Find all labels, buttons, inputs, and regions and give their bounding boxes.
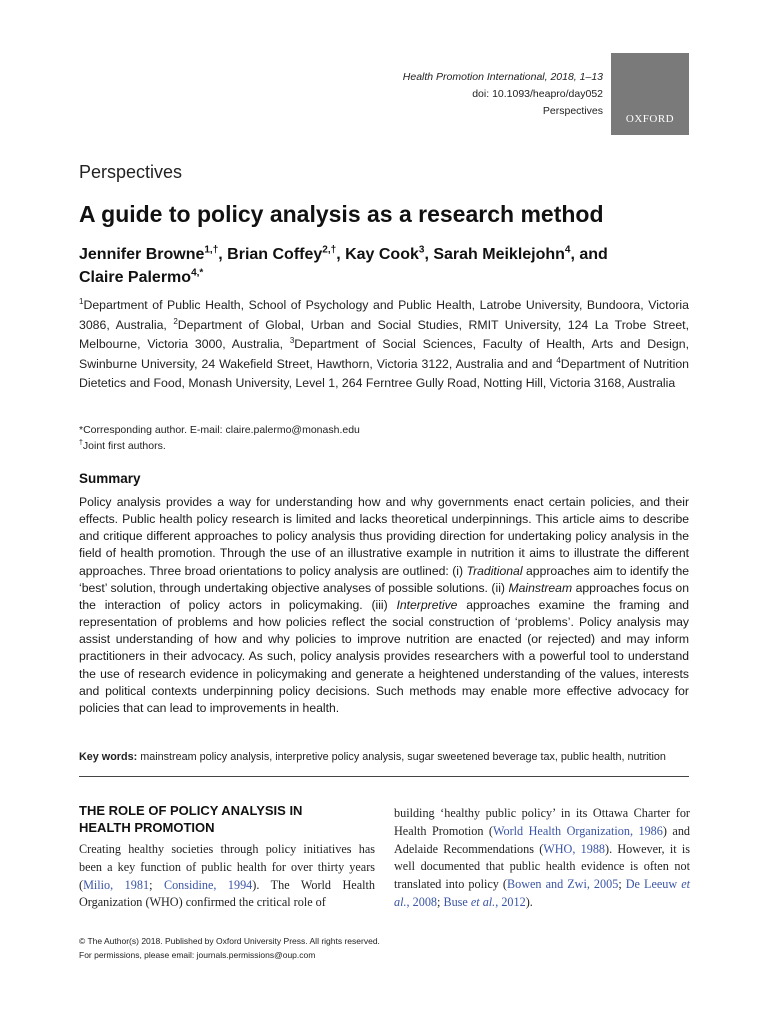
journal-citation: Health Promotion International, 2018, 1–13 [402, 71, 603, 83]
citation-link[interactable]: Milio, 1981 [83, 877, 150, 892]
body-column-right: building ‘healthy public policy’ in its Ottawa Charter for Health Promotion (World Health Organization, 1986) and Adelaide Recommendations (WHO, 1988). However, it is well documented that public health evidence is often not translated into policy (Bowen and Zwi, 2005; De Leeuw et al., 2008; Buse et al., 2012). [394, 806, 691, 909]
permissions-notice: For permissions, please email: journals.permissions@oup.com [79, 950, 316, 960]
author-notes [79, 422, 360, 454]
summary-text: Policy analysis provides a way for understanding how and why governments enact certain policies, and their effects. Public health policy research is limited and lacks theoretical underpinnings. This article aims to describe and critique different approaches to policy analysis thus providing direction for undertaking policy analysis in the field of health promotion. Through the use of an illustrative example in nutrition it aims to illustrate the different approaches. Three broad orientations to policy analysis are outlined: (i) Traditional approaches aim to identify the ‘best’ solution, through undertaking objective analyses of possible solutions. (ii) Mainstream approaches focus on the interaction of policy actors in policymaking. (iii) Interpretive approaches examine the framing and representation of problems and how policies reflect the social construction of ‘problems’. Policy analysis may assist understanding of how and why policies to improve nutrition are enacted (or rejected) and may inform practitioners in their advocacy. As such, policy analysis provides researchers with a powerful tool to understand the use of research evidence in policymaking and generate a heightened understanding of the values, interests and political contexts underpinning policy decisions. Such methods may enable more effective advocacy for policies that can lead to improvements in health. [79, 495, 689, 715]
author-name: Jennifer Browne [79, 246, 205, 263]
author-list: Jennifer Browne$^{1,\dagger}$, Brian Coffey$^{2,\dagger}$, Kay Cook$^3$, Sarah Meiklejohn$^4$, and Claire Palermo$^{4,*}$ [79, 244, 608, 286]
citation-link[interactable]: WHO, 1988 [543, 841, 606, 856]
author-name: Kay Cook [345, 246, 419, 263]
header-section: Perspectives [542, 105, 603, 117]
citation-link[interactable]: World Health Organization, 1986 [492, 823, 663, 838]
author-name: Brian Coffey [227, 246, 323, 263]
citation-link[interactable]: Considine, 1994 [163, 877, 253, 892]
keywords: Key words: mainstream policy analysis, interpretive policy analysis, sugar sweetened beverage tax, public health, nutrition [79, 751, 666, 763]
divider [79, 776, 689, 777]
section-heading: THE ROLE OF POLICY ANALYSIS IN HEALTH PROMOTION [79, 803, 303, 835]
affiliations: $^1$Department of Public Health, School of Psychology and Public Health, Latrobe University, Bundoora, Victoria 3086, Australia, $^2$Department of Global, Urban and Social Studies, RMIT University, 124 La Trobe Street, Melbourne, Victoria 3000, Australia, $^3$Department of Social Sciences, Faculty of Health, Arts and Design, Swinburne University, 24 Wakefield Street, Hawthorn, Victoria 3122, Australia and and $^4$Department of Nutrition Dietetics and Food, Monash University, Level 1, 264 Ferntree Gully Road, Notting Hill, Victoria 3168, Australia [79, 296, 690, 390]
author-name: Sarah Meiklejohn [433, 246, 565, 263]
body-column-left: Creating healthy societies through policy initiatives has been a key function of public health for over thirty years (Milio, 1981; Considine, 1994). The World Health Organization (WHO) confirmed the critical role of [79, 842, 375, 910]
corresponding-author: *Corresponding author. E-mail: claire.palermo@monash.edu [79, 424, 360, 436]
doi-line: doi: 10.1093/heapro/day052 [472, 88, 603, 100]
summary-heading: Summary [79, 471, 141, 486]
section-label: Perspectives [79, 162, 183, 182]
citation-link[interactable]: Bowen and Zwi, 2005 [507, 877, 619, 892]
author-name: Claire Palermo [79, 269, 192, 286]
citation-link[interactable]: Buse et al., 2012 [443, 894, 526, 909]
logo-text: OXFORD [625, 113, 675, 125]
copyright-notice: © The Author(s) 2018. Published by Oxford University Press. All rights reserved. [79, 936, 380, 946]
oxford-logo [611, 53, 689, 135]
citation-link[interactable]: De Leeuw et al., 2008 [394, 877, 691, 909]
article-title: A guide to policy analysis as a research method [79, 201, 604, 227]
joint-first-authors: †Joint first authors. [79, 439, 166, 452]
